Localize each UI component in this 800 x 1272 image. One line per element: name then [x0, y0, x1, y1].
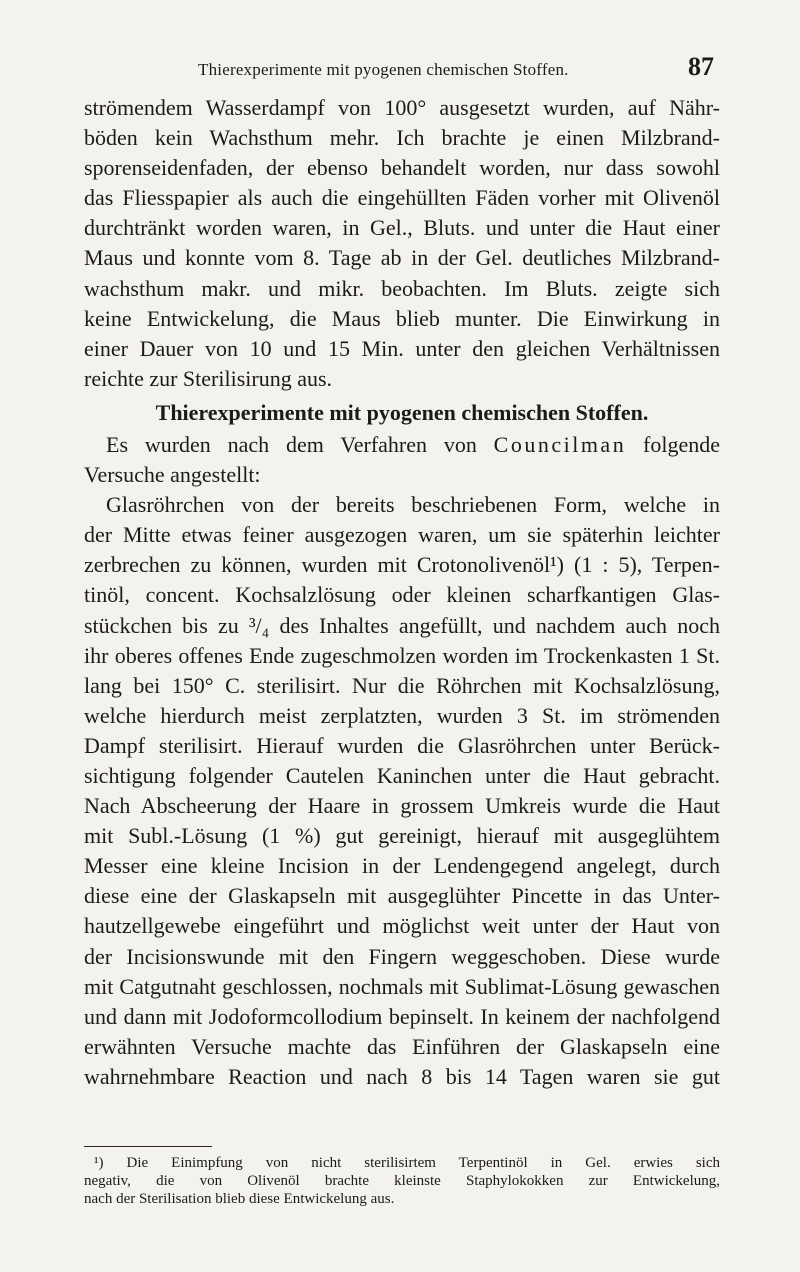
- text-line: reichte zur Sterilisirung aus.: [84, 365, 333, 391]
- text-line: einer Dauer von 10 und 15 Min. unter den gleichen Verhältnissen: [84, 335, 720, 361]
- text-line: der Incisionswunde mit den Fingern weggeschoben. Diese wurde: [84, 943, 720, 969]
- text-line: durchtränkt worden waren, in Gel., Bluts. und unter die Haut einer: [84, 215, 720, 241]
- text-line: [84, 430, 720, 460]
- running-head: Thierexperimente mit pyogenen chemischen Stoffen.: [198, 60, 569, 79]
- text-line: böden kein Wachsthum mehr. Ich brachte je einen Milzbrand-: [84, 125, 720, 151]
- text-line: Nach Abscheerung der Haare in grossem Umkreis wurde die Haut: [84, 793, 720, 819]
- text-line: und dann mit Jodoformcollodium bepinselt. In keinem der nachfolgend: [84, 1003, 720, 1029]
- text-line: diese eine der Glaskapseln mit ausgeglühter Pincette in das Unter-: [84, 883, 720, 909]
- text-line: keine Entwickelung, die Maus blieb munter. Die Einwirkung in: [84, 305, 720, 331]
- footnote-line: nach der Sterilisation blieb diese Entwickelung aus.: [84, 1191, 395, 1207]
- section-heading: Thierexperimente mit pyogenen chemischen Stoffen.: [155, 399, 649, 425]
- footnote: [84, 1154, 720, 1208]
- text-line: welche hierdurch meist zerplatzten, wurden 3 St. im strömenden: [84, 702, 720, 728]
- author-name: Councilman: [493, 431, 627, 457]
- text-line: ihr oberes offenes Ende zugeschmolzen worden im Trockenkasten 1 St.: [84, 642, 720, 668]
- text-line: Maus und konnte vom 8. Tage ab in der Gel. deutliches Milzbrand-: [84, 245, 720, 271]
- text-line: lang bei 150° C. sterilisirt. Nur die Röhrchen mit Kochsalzlösung,: [84, 672, 720, 698]
- text-line: der Mitte etwas feiner ausgezogen waren, um sie späterhin leichter: [84, 522, 720, 548]
- text-line: stückchen bis zu ³/₄ des Inhaltes angefüllt, und nachdem auch noch: [84, 612, 720, 638]
- footnote-line: ¹) Die Einimpfung von nicht sterilisirtem Terpentinöl in Gel. erwies sich: [94, 1155, 720, 1171]
- text-line: wahrnehmbare Reaction und nach 8 bis 14 Tagen waren sie gut: [84, 1063, 720, 1089]
- text-line: sichtigung folgender Cautelen Kaninchen unter die Haut gebracht.: [84, 762, 720, 788]
- text-line: Versuche angestellt:: [84, 462, 261, 488]
- text-line: wachsthum makr. und mikr. beobachten. Im Bluts. zeigte sich: [84, 275, 720, 301]
- text-line: Glasröhrchen von der bereits beschriebenen Form, welche in: [106, 492, 720, 518]
- text-line: sporenseidenfaden, der ebenso behandelt worden, nur dass sowohl: [84, 155, 720, 181]
- text-line: mit Subl.-Lösung (1 %) gut gereinigt, hierauf mit ausgeglühtem: [84, 823, 720, 849]
- text-line: strömendem Wasserdampf von 100° ausgesetzt wurden, auf Nähr-: [84, 95, 720, 120]
- body-text: [84, 93, 720, 1092]
- text-line: hautzellgewebe eingeführt und möglichst weit unter der Haut von: [84, 913, 720, 939]
- text-line: das Fliesspapier als auch die eingehüllten Fäden vorher mit Olivenöl: [84, 185, 720, 211]
- text-run: folgende: [643, 431, 720, 457]
- text-line: Messer eine kleine Incision in der Lendengegend angelegt, durch: [84, 853, 720, 879]
- footnote-line: negativ, die von Olivenöl brachte kleinste Staphylokokken zur Entwickelung,: [84, 1173, 720, 1189]
- text-line: erwähnten Versuche machte das Einführen der Glaskapseln eine: [84, 1033, 720, 1059]
- page-number: 87: [688, 52, 714, 81]
- text-run: Es wurden nach dem Verfahren von: [106, 431, 477, 457]
- footnote-divider: [84, 1146, 212, 1147]
- text-line: mit Catgutnaht geschlossen, nochmals mit Sublimat-Lösung gewaschen: [84, 973, 720, 999]
- text-line: tinöl, concent. Kochsalzlösung oder kleinen scharfkantigen Glas-: [84, 582, 720, 608]
- text-line: Dampf sterilisirt. Hierauf wurden die Glasröhrchen unter Berück-: [84, 732, 720, 758]
- text-line: zerbrechen zu können, wurden mit Crotonolivenöl¹) (1 : 5), Terpen-: [84, 552, 720, 578]
- page-header: [198, 52, 714, 86]
